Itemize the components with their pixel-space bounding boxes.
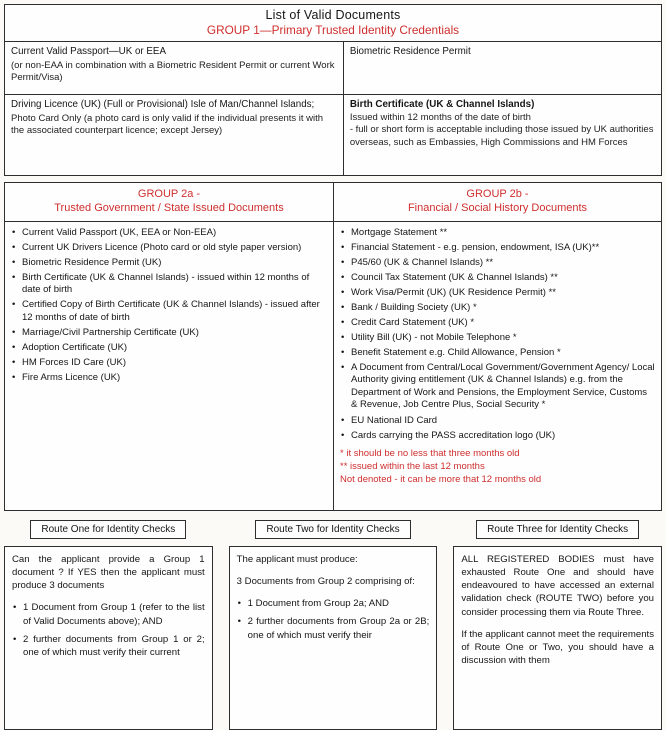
route-three-box <box>453 546 662 730</box>
route-two-paragraphs <box>237 553 430 588</box>
group2b-header-line2: Financial / Social History Documents <box>407 202 588 215</box>
list-item: • Certified Copy of Birth Certificate (UK & Channel Islands) - issued after 12 months of date of birth <box>11 299 327 324</box>
cell-body: (or non-EAA in combination with a Biometric Resident Permit or current Work Permit/Visa) <box>11 59 335 84</box>
route-one-column <box>4 520 213 730</box>
footnotes <box>340 448 655 486</box>
route-three-paragraphs <box>461 553 654 668</box>
list-item: • HM Forces ID Care (UK) <box>11 357 327 370</box>
route-one-bullets <box>12 601 205 659</box>
list-item: • Mortgage Statement ** <box>340 227 655 240</box>
list-item: ALL REGISTERED BODIES must have exhausted Route One and should have endeavoured to have accessed an external validation check (ROUTE TWO) before you consider processing them via Route Three. <box>461 553 654 618</box>
table-row <box>5 42 661 94</box>
routes-section <box>4 520 662 730</box>
cell-driving-licence <box>5 95 343 175</box>
cell-title: Biometric Residence Permit <box>349 46 471 57</box>
list-item: • Birth Certificate (UK & Channel Islands) - issued within 12 months of date of birth <box>11 272 327 297</box>
route-three-header: Route Three for Identity Checks <box>476 520 639 539</box>
group2-header-row <box>5 183 661 222</box>
list-item: • Council Tax Statement (UK & Channel Islands) ** <box>340 272 655 285</box>
cell-title: Birth Certificate (UK & Channel Islands) <box>349 99 535 110</box>
list-item: • Fire Arms Licence (UK) <box>11 372 327 385</box>
route-one-header: Route One for Identity Checks <box>30 520 186 539</box>
list-item: • 1 Document from Group 2a; AND <box>237 597 430 610</box>
list-item: • A Document from Central/Local Government/Government Agency/ Local Authority giving entitlement (UK & Channel Islands) e.g. from the Department of Work and Pensions, the Employment Service, Customs & Revenue, Job Centre Plus, Social Security * <box>340 362 655 412</box>
group1-subtitle: GROUP 1—Primary Trusted Identity Credentials <box>206 23 460 37</box>
cell-title: Driving Licence (UK) (Full or Provisional) Isle of Man/Channel Islands; <box>11 99 315 110</box>
group2a-list <box>11 227 327 385</box>
cell-title: Current Valid Passport—UK or EEA <box>11 46 166 57</box>
list-item: • Bank / Building Society (UK) * <box>340 302 655 315</box>
group2a-cell <box>5 222 333 510</box>
list-item: The applicant must produce: <box>236 553 358 565</box>
list-item: • Utility Bill (UK) - not Mobile Telephone * <box>340 332 655 345</box>
list-item: • Work Visa/Permit (UK) (UK Residence Permit) ** <box>340 287 655 300</box>
cell-passport <box>5 42 343 94</box>
list-item: ** issued within the last 12 months <box>340 460 485 472</box>
list-item: • 2 further documents from Group 2a or 2B; one of which must verify their <box>237 615 430 641</box>
group2b-list <box>340 227 655 442</box>
list-item: • Biometric Residence Permit (UK) <box>11 257 327 270</box>
table-title-block <box>5 5 661 42</box>
list-item: • Cards carrying the PASS accreditation logo (UK) <box>340 430 655 443</box>
group1-table <box>4 4 662 176</box>
route-two-header: Route Two for Identity Checks <box>255 520 410 539</box>
group2a-header-line1: GROUP 2a - <box>137 188 201 200</box>
list-item: Can the applicant provide a Group 1 document ? If YES then the applicant must produce 3 documents <box>12 553 205 592</box>
list-item: • Credit Card Statement (UK) * <box>340 317 655 330</box>
list-item: • Current Valid Passport (UK, EEA or Non-EEA) <box>11 227 327 240</box>
list-item: If the applicant cannot meet the requirements of Route One or Two, you should have a discussion with them <box>461 628 654 667</box>
route-three-column <box>453 520 662 730</box>
list-item: • Financial Statement - e.g. pension, endowment, ISA (UK)** <box>340 242 655 255</box>
cell-body-line: Issued within 12 months of the date of birth <box>349 111 531 123</box>
cell-body-line: - full or short form is acceptable including those issued by UK authorities overseas, such as Embassies, High Commissions and HM Forces <box>349 124 654 148</box>
route-two-bullets <box>237 597 430 642</box>
list-item: • 1 Document from Group 1 (refer to the list of Valid Documents above); AND <box>12 601 205 627</box>
table-row <box>5 94 661 175</box>
group2b-header <box>333 183 661 221</box>
list-item: • Current UK Drivers Licence (Photo card or old style paper version) <box>11 242 327 255</box>
list-item: • 2 further documents from Group 1 or 2; one of which must verify their current <box>12 633 205 659</box>
list-item: • Adoption Certificate (UK) <box>11 342 327 355</box>
route-one-box <box>4 546 213 730</box>
group2-table <box>4 182 662 511</box>
group2b-header-line1: GROUP 2b - <box>466 188 529 200</box>
list-item: • Marriage/Civil Partnership Certificate (UK) <box>11 327 327 340</box>
list-item: • Benefit Statement e.g. Child Allowance, Pension * <box>340 347 655 360</box>
list-item: * it should be no less that three months old <box>340 448 520 460</box>
group2-body-row <box>5 222 661 510</box>
cell-body: Photo Card Only (a photo card is only valid if the individual presents it with the associated counterpart licence; except Jersey) <box>11 112 324 137</box>
route-two-box <box>229 546 438 730</box>
list-item: 3 Documents from Group 2 comprising of: <box>236 575 415 587</box>
list-item: Not denoted - it can be more that 12 months old <box>340 473 542 485</box>
route-one-paragraphs <box>12 553 205 593</box>
group2a-header <box>5 183 333 221</box>
cell-biometric-permit <box>343 42 661 94</box>
list-item: • EU National ID Card <box>340 415 655 428</box>
document-title: List of Valid Documents <box>265 8 401 22</box>
group2a-header-line2: Trusted Government / State Issued Documents <box>54 202 284 215</box>
route-two-column <box>229 520 438 730</box>
group2b-cell <box>333 222 661 510</box>
list-item: • P45/60 (UK & Channel Islands) ** <box>340 257 655 270</box>
cell-birth-certificate <box>343 95 661 175</box>
